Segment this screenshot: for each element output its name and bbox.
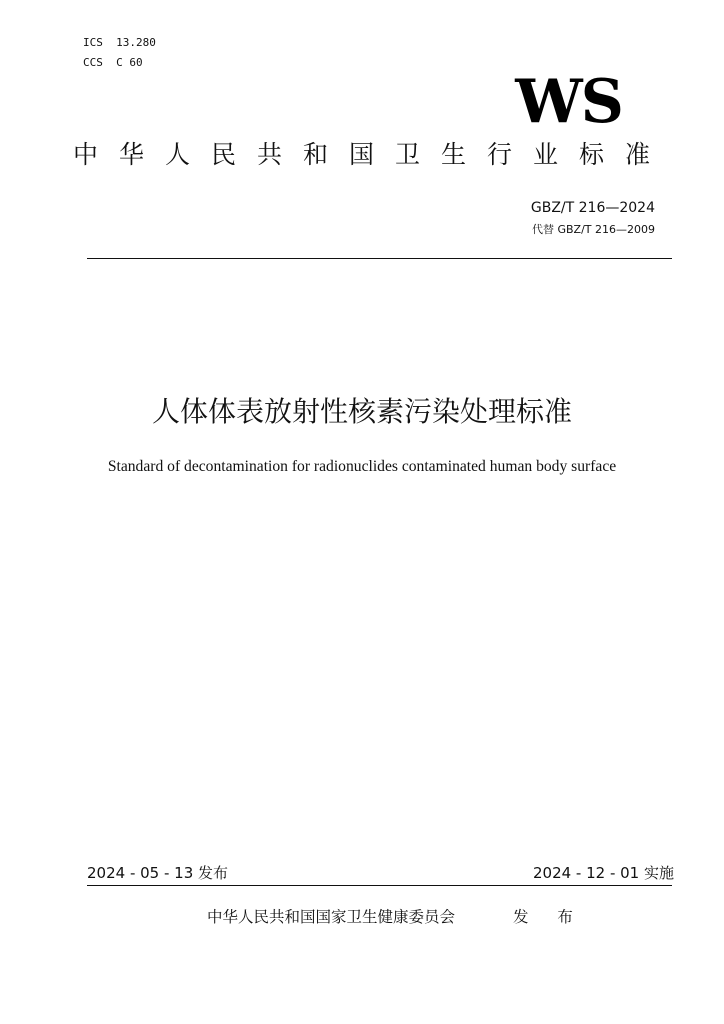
footer-divider xyxy=(87,885,672,886)
issue-label: 发 布 xyxy=(513,908,585,926)
issue-date: 2024 - 05 - 13 发布 xyxy=(87,864,229,882)
implementation-date: 2024 - 12 - 01 实施 xyxy=(532,864,674,882)
ics-code: ICS 13.280 xyxy=(83,36,156,49)
ws-logo: WS xyxy=(515,67,622,137)
document-title-english: Standard of decontamination for radionuclides contaminated human body surface xyxy=(107,458,617,475)
header-divider xyxy=(87,258,672,259)
ccs-code: CCS C 60 xyxy=(83,56,143,69)
replaced-standard-number: 代替 GBZ/T 216—2009 xyxy=(531,223,655,236)
standard-number: GBZ/T 216—2024 xyxy=(530,200,655,216)
standard-type-heading: 中华人民共和国卫生行业标准 xyxy=(72,140,671,169)
issuing-authority: 中华人民共和国国家卫生健康委员会 xyxy=(207,908,456,926)
document-title-chinese: 人体体表放射性核素污染处理标准 xyxy=(151,395,572,428)
classification-codes xyxy=(83,33,156,73)
